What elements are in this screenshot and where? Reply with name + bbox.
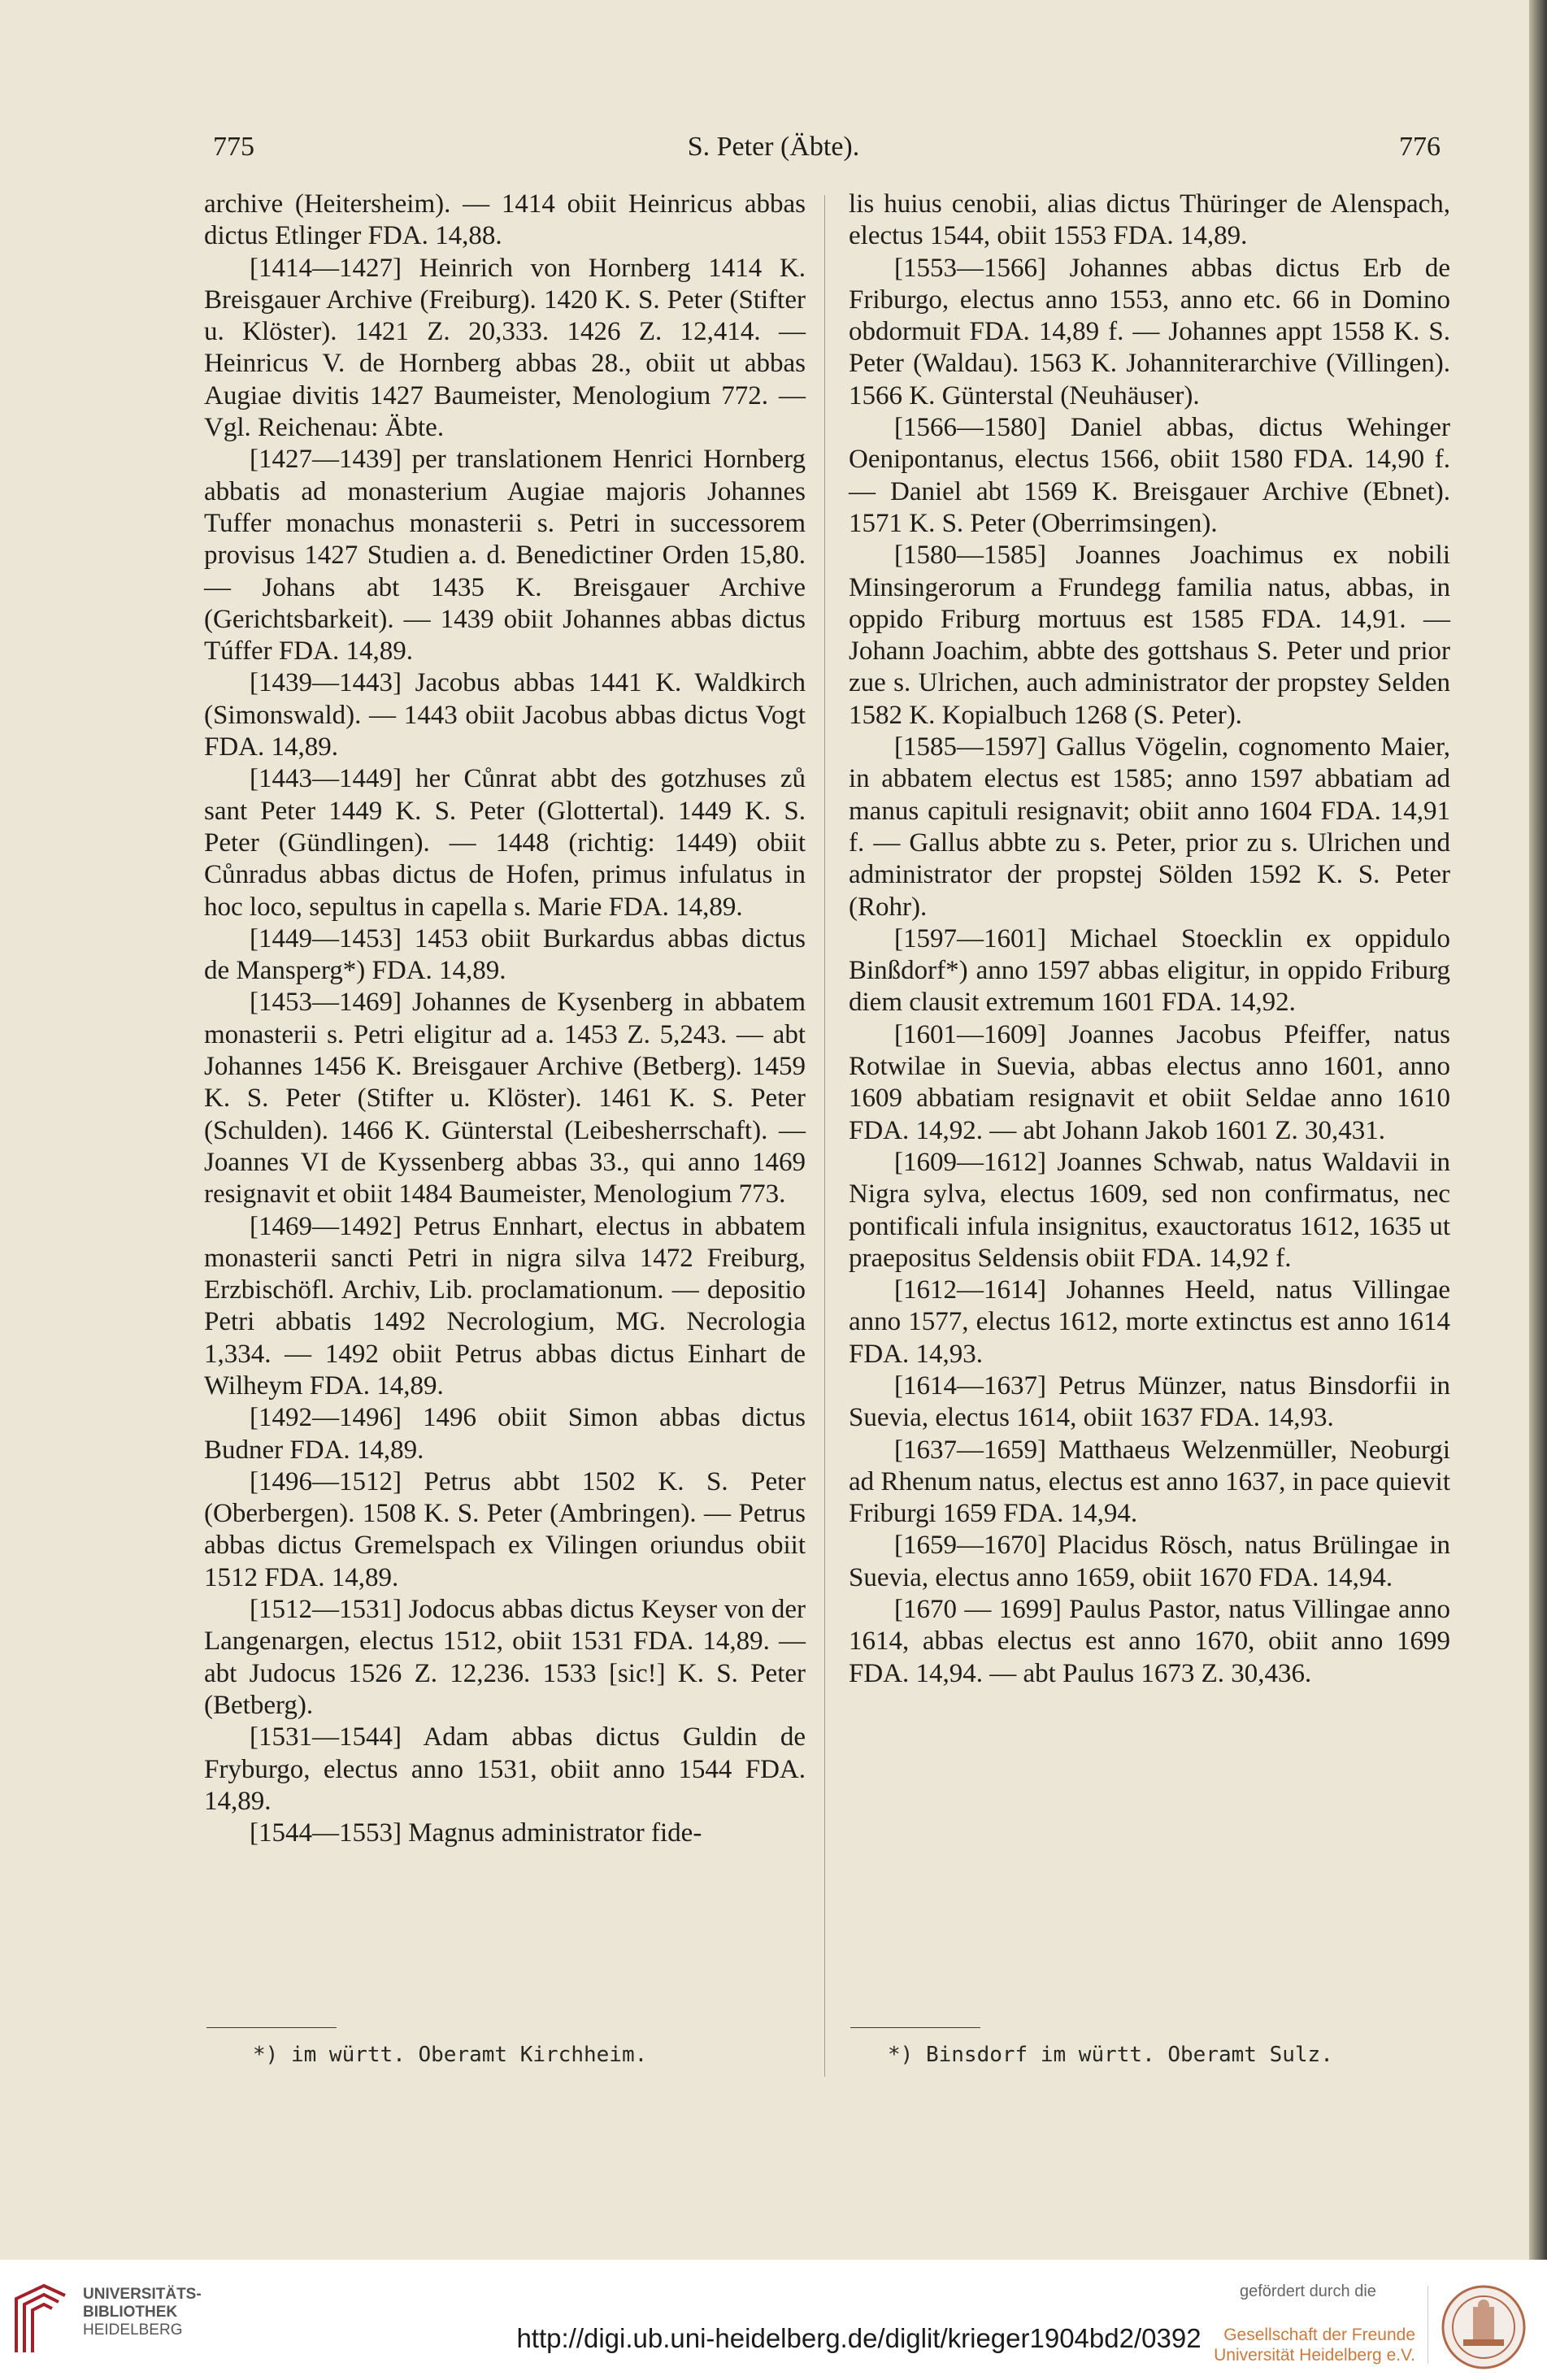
paragraph: [1427—1439] per translationem Henrici Hornberg abbatis ad monasterium Augiae majoris Johannes Tuffer monachus monasterii s. Petri in successorem provisus 1427 Studien a. d. Benedictiner Orden 15,80. — Johans abt 1435 K. Breisgauer Archive (Gerichtsbarkeit). — 1439 obiit Johannes abbas dictus Túffer FDA. 14,89. xyxy=(204,445,806,667)
page-number-left: 775 xyxy=(213,132,254,162)
paragraph: [1531—1544] Adam abbas dictus Guldin de Fryburgo, electus anno 1531, obiit anno 1544 FDA. 14,89. xyxy=(204,1722,806,1816)
paragraph: [1439—1443] Jacobus abbas 1441 K. Waldkirch (Simonswald). — 1443 obiit Jacobus abbas dictus Vogt FDA. 14,89. xyxy=(204,668,806,762)
digitization-footer xyxy=(0,2260,1547,2380)
library-name-line: BIBLIOTHEK xyxy=(83,2304,178,2321)
paragraph: lis huius cenobii, alias dictus Thüringer de Alenspach, electus 1544, obiit 1553 FDA. 14,89. xyxy=(849,189,1450,251)
running-title: S. Peter (Äbte). xyxy=(687,132,860,162)
paragraph: [1453—1469] Johannes de Kysenberg in abbatem monasterii s. Petri eligitur ad a. 1453 Z. 5,243. — abt Johannes 1456 K. Breisgauer Archive (Betberg). 1459 K. S. Peter (Stifter u. Klöster). 1461 K. S. Peter (Schulden). 1466 K. Günterstal (Leibesherrschaft). — Joannes VI de Kyssenberg abbas 33., qui anno 1469 resignavit et obiit 1484 Baumeister, Menologium 773. xyxy=(204,988,806,1210)
library-name-line: UNIVERSITÄTS- xyxy=(83,2286,202,2303)
paragraph: archive (Heitersheim). — 1414 obiit Heinricus abbas dictus Etlinger FDA. 14,88. xyxy=(204,189,806,251)
paragraph: [1496—1512] Petrus abbt 1502 K. S. Peter (Oberbergen). 1508 K. S. Peter (Ambringen). — Petrus abbas dictus Gremelspach ex Vilingen oriundus obiit 1512 FDA. 14,89. xyxy=(204,1466,806,1592)
paragraph: [1580—1585] Joannes Joachimus ex nobili Minsingerorum a Frundegg familia natus, abbas, in oppido Friburg mortuus est 1585 FDA. 14,91. — Johann Joachim, abbte des gottshaus S. Peter und prior zue s. Ulrichen, auch administrator der propstey Selden 1582 K. Kopialbuch 1268 (S. Peter). xyxy=(849,541,1450,730)
paragraph: [1612—1614] Johannes Heeld, natus Villingae anno 1577, electus 1612, morte extinctus est anno 1614 FDA. 14,93. xyxy=(849,1275,1450,1369)
paragraph: [1492—1496] 1496 obiit Simon abbas dictus Budner FDA. 14,89. xyxy=(204,1403,806,1465)
paragraph: [1614—1637] Petrus Münzer, natus Binsdorfii in Suevia, electus 1614, obiit 1637 FDA. 14,93. xyxy=(849,1370,1450,1433)
paragraph: [1469—1492] Petrus Ennhart, electus in abbatem monasterii sancti Petri in nigra silva 1472 Freiburg, Erzbischöfl. Archiv, Lib. proclamationum. — depositio Petri abbatis 1492 Necrologium, MG. Necrologia 1,334. — 1492 obiit Petrus abbas dictus Einhart de Wilheym FDA. 14,89. xyxy=(204,1211,806,1401)
paragraph: [1449—1453] 1453 obiit Burkardus abbas dictus de Mansperg*) FDA. 14,89. xyxy=(204,923,806,986)
footnote-rule xyxy=(206,2027,337,2028)
paragraph: [1544—1553] Magnus administrator fide- xyxy=(250,1818,702,1848)
sponsor-name xyxy=(1201,2325,1415,2365)
sponsor-line: Gesellschaft der Freunde xyxy=(1223,2326,1415,2344)
paragraph: [1566—1580] Daniel abbas, dictus Wehinger Oenipontanus, electus 1566, obiit 1580 FDA. 14,90 f. — Daniel abt 1569 K. Breisgauer Archive (Ebnet). 1571 K. S. Peter (Oberrimsingen). xyxy=(849,413,1450,538)
footnote-rule xyxy=(850,2027,980,2028)
library-name-line: HEIDELBERG xyxy=(83,2321,183,2339)
paragraph: [1443—1449] her Cůnrat abbt des gotzhuses zů sant Peter 1449 K. S. Peter (Glottertal). 1449 K. S. Peter (Gündlingen). — 1448 (richtig: 1449) obiit Cůnradus abbas dictus de Hofen, primus infulatus in hoc loco, sepultus in capella s. Marie FDA. 14,89. xyxy=(204,764,806,922)
sponsor-line: Universität Heidelberg e.V. xyxy=(1214,2346,1415,2365)
paragraph: [1609—1612] Joannes Schwab, natus Waldavii in Nigra sylva, electus 1609, sed non confirmatus, nec pontificali infula insignitus, exauctoratus 1612, 1635 ut praepositus Seldensis obiit FDA. 14,92 f. xyxy=(849,1147,1450,1273)
paragraph: [1414—1427] Heinrich von Hornberg 1414 K. Breisgauer Archive (Freiburg). 1420 K. S. Peter (Stifter u. Klöster). 1421 Z. 20,333. 1426 Z. 12,414. — Heinricus V. de Hornberg abbas 28., obiit ut abbas Augiae divitis 1427 Baumeister, Menologium 772. — Vgl. Reichenau: Äbte. xyxy=(204,253,806,443)
footer-divider xyxy=(1427,2286,1428,2364)
source-url-link[interactable]: http://digi.ub.uni-heidelberg.de/diglit/krieger1904bd2/0392 xyxy=(516,2323,1202,2353)
paragraph: [1597—1601] Michael Stoecklin ex oppidulo Binßdorf*) anno 1597 abbas eligitur, in oppido Friburg diem clausit extremum 1601 FDA. 14,92. xyxy=(849,923,1450,1018)
paragraph: [1553—1566] Johannes abbas dictus Erb de Friburgo, electus anno 1553, anno etc. 66 in Domino obdormuit FDA. 14,89 f. — Johannes appt 1558 K. S. Peter (Waldau). 1563 K. Johanniterarchive (Villingen). 1566 K. Günterstal (Neuhäuser). xyxy=(849,253,1450,410)
paragraph: [1585—1597] Gallus Vögelin, cognomento Maier, in abbatem electus est 1585; anno 1597 abbatiam ad manus capituli resignavit; obiit anno 1604 FDA. 14,91 f. — Gallus abbte zu s. Peter, prior zu s. Ulrichen und administrator der propstej Sölden 1592 K. S. Peter (Rohr). xyxy=(849,732,1450,922)
right-column xyxy=(849,189,1450,1690)
left-column xyxy=(204,189,806,1849)
column-divider xyxy=(824,195,825,2077)
paragraph: [1670 — 1699] Paulus Pastor, natus Villingae anno 1614, abbas electus est anno 1670, obiit anno 1699 FDA. 14,94. — abt Paulus 1673 Z. 30,436. xyxy=(849,1595,1450,1688)
paragraph: [1637—1659] Matthaeus Welzenmüller, Neoburgi ad Rhenum natus, electus est anno 1637, in pace quievit Friburgi 1659 FDA. 14,94. xyxy=(849,1435,1450,1529)
page-number-right: 776 xyxy=(1399,132,1441,162)
paragraph: [1512—1531] Jodocus abbas dictus Keyser von der Langenargen, electus 1512, obiit 1531 FDA. 14,89. — abt Judocus 1526 Z. 12,236. 1533 [sic!] K. S. Peter (Betberg). xyxy=(204,1595,806,1720)
footnote-right: *) Binsdorf im württ. Oberamt Sulz. xyxy=(888,2043,1333,2067)
university-seal-icon xyxy=(1439,2282,1528,2372)
paragraph: [1659—1670] Placidus Rösch, natus Brülingae in Suevia, electus anno 1659, obiit 1670 FDA. 14,94. xyxy=(849,1531,1450,1592)
paragraph: [1601—1609] Joannes Jacobus Pfeiffer, natus Rotwilae in Suevia, abbas electus anno 1601, anno 1609 abbatiam resignavit et obiit Seldae anno 1610 FDA. 14,92. — abt Johann Jakob 1601 Z. 30,431. xyxy=(849,1019,1450,1145)
sponsor-caption: gefördert durch die xyxy=(1240,2282,1376,2300)
footnote-left: *) im württ. Oberamt Kirchheim. xyxy=(253,2043,648,2067)
